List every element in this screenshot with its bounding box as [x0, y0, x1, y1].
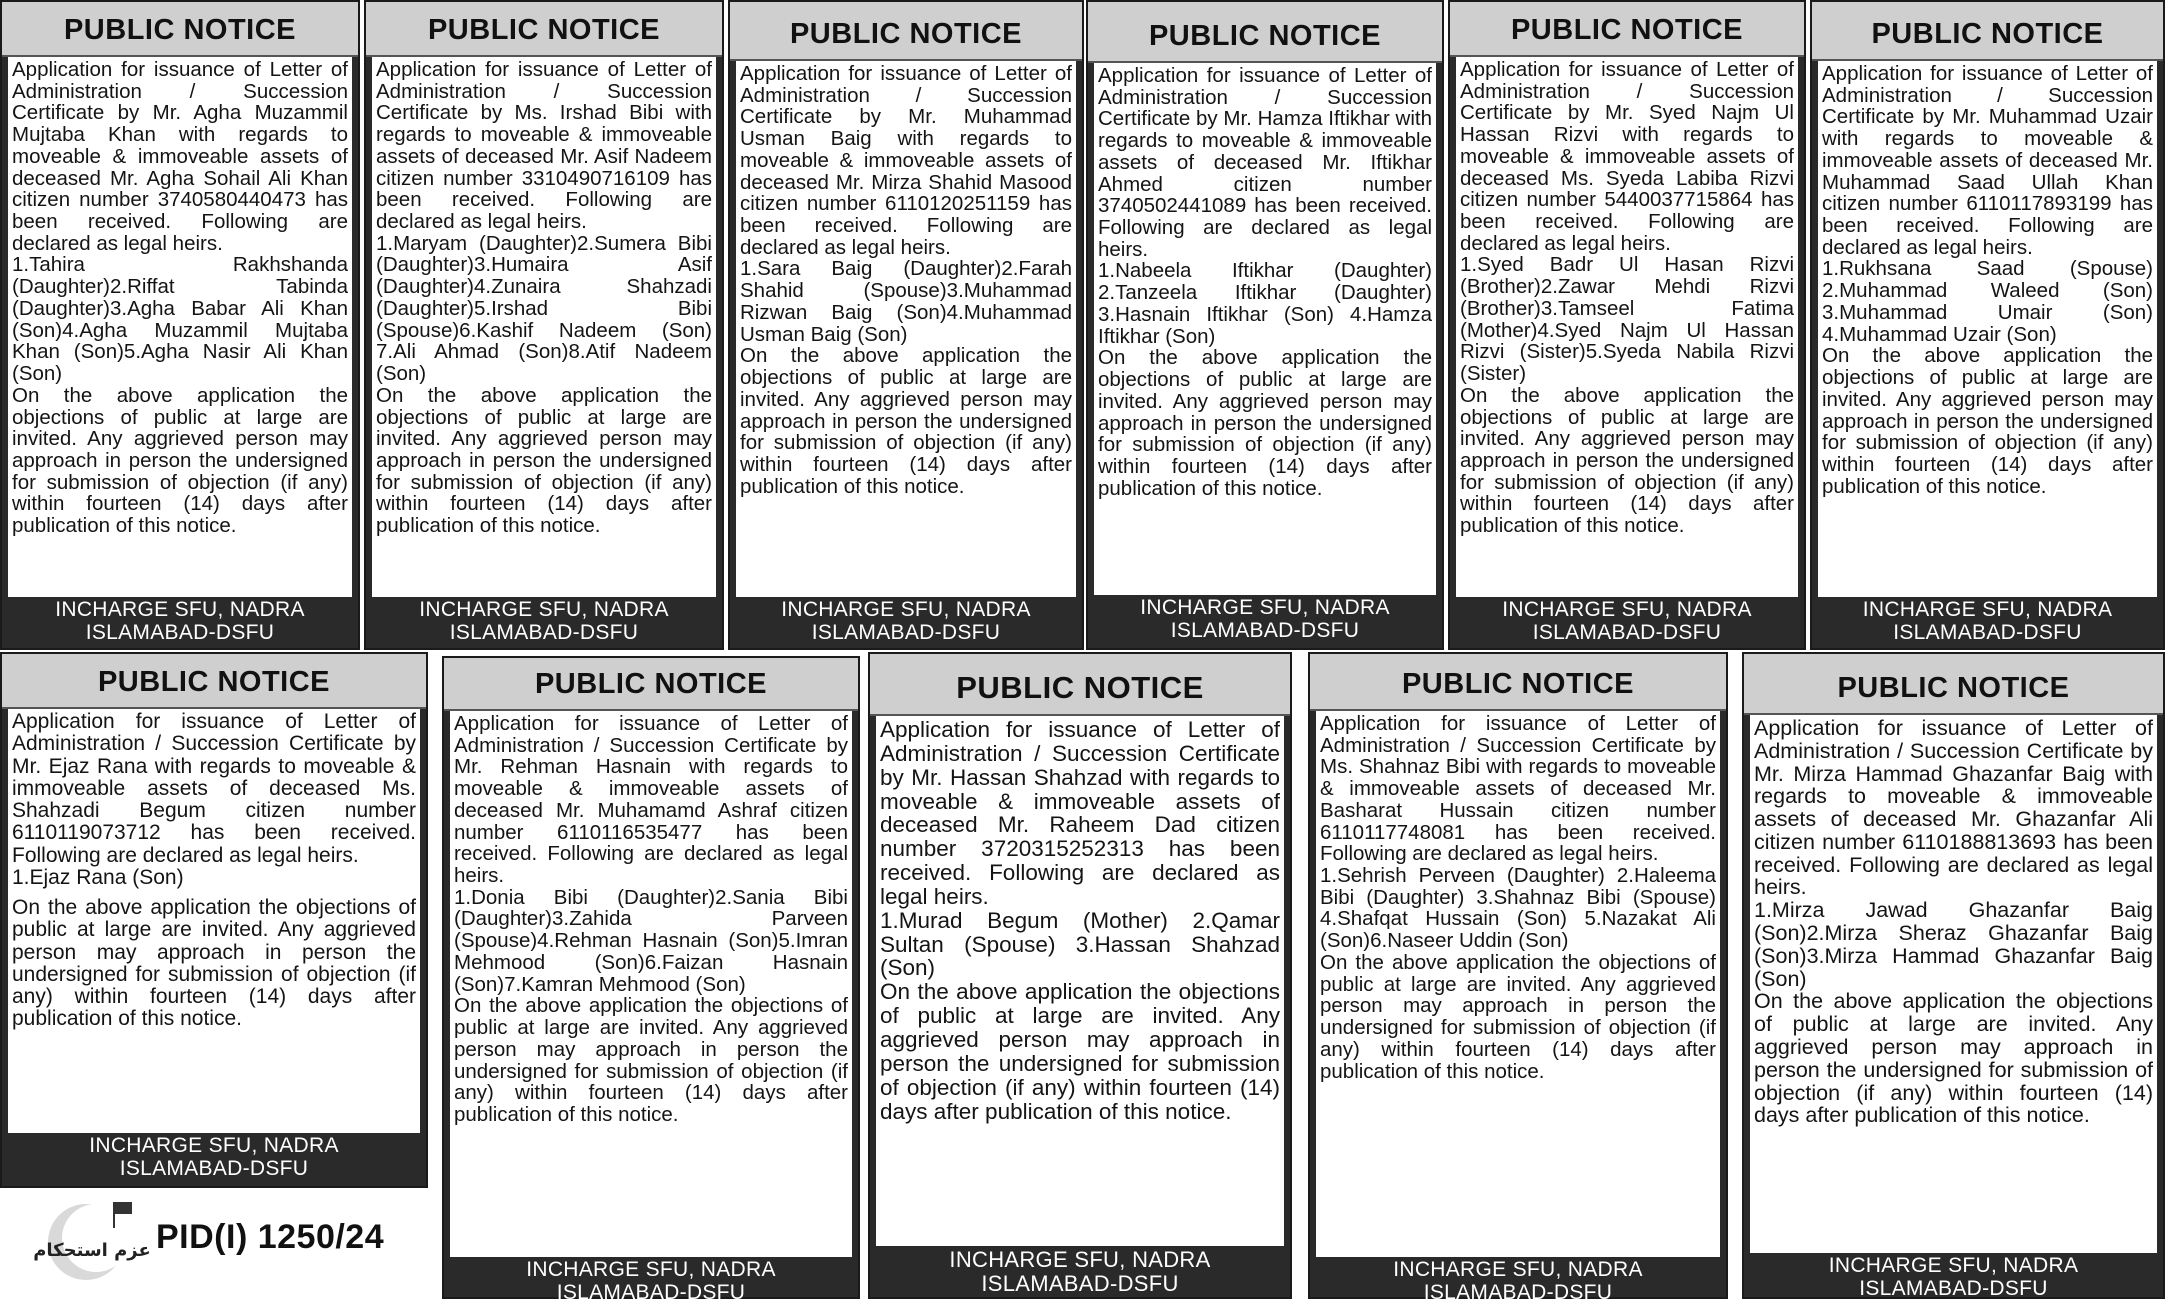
notice-heading: PUBLIC NOTICE [2, 2, 358, 57]
notice-closing: On the above application the objections of public at large are invited. Any aggrieved person may approach in person the undersigned for submission of objection (if any) within fourteen (14) days after publication of this notice. [12, 896, 416, 1031]
notice-footer-line-2: ISLAMABAD-DSFU [449, 620, 639, 644]
notice-body [1456, 57, 1798, 597]
notice-heirs: 1.Rukhsana Saad (Spouse) 2.Muhammad Waleed (Son) 3.Muhammad Umair (Son) 4.Muhammad Uzair (Son) [1822, 257, 2153, 346]
notice-footer-line-2: ISLAMABAD-DSFU [556, 1280, 746, 1304]
notice-body [8, 709, 420, 1133]
notice-footer [870, 1246, 1290, 1296]
public-notice-7 [0, 652, 428, 1188]
notice-body [1818, 61, 2157, 597]
notice-footer-line-1: INCHARGE SFU, NADRA [1502, 598, 1752, 621]
notice-footer-line-2: ISLAMABAD-DSFU [119, 1156, 309, 1180]
notice-heirs: 1.Donia Bibi (Daughter)2.Sania Bibi (Daughter)3.Zahida Parveen (Spouse)4.Rehman Hasnain (Son)5.Imran Mehmood (Son)6.Faizan Hasnain (Son)7.Kamran Mehmood (Son) [454, 885, 848, 996]
notice-closing: On the above application the objections of public at large are invited. Any aggrieved person may approach in person the undersigned for submission of objection (if any) within fourteen (14) days after publication of this notice. [1822, 344, 2153, 498]
notice-heirs: 1.Nabeela Iftikhar (Daughter) 2.Tanzeela Iftikhar (Daughter) 3.Hasnain Iftikhar (Son) 4.Hamza Iftikhar (Son) [1098, 259, 1432, 348]
notice-footer [1310, 1257, 1726, 1304]
pid-number: PID(I) 1250/24 [156, 1218, 385, 1256]
notice-footer-line-1: INCHARGE SFU, NADRA [419, 598, 669, 621]
notice-footer-line-2: ISLAMABAD-DSFU [1423, 1280, 1613, 1304]
notice-footer-line-2: ISLAMABAD-DSFU [1532, 620, 1722, 644]
notice-closing: On the above application the objections of public at large are invited. Any aggrieved person may approach in person the undersigned for submission of objection (if any) within fourteen (14) days after publication of this notice. [376, 383, 712, 538]
notice-body [736, 61, 1076, 597]
notice-footer-line-1: INCHARGE SFU, NADRA [949, 1247, 1211, 1272]
notice-heading: PUBLIC NOTICE [366, 2, 722, 57]
notice-footer-line-1: INCHARGE SFU, NADRA [1828, 1254, 2079, 1277]
notice-text: Application for issuance of Letter of Administration / Succession Certificate by Mr. Muhammad Uzair with regards to moveable & immoveable assets of deceased Mr. Muhammad Saad Ullah Khan citizen number 6110117893199 has been received. Following are declared as legal heirs. [1822, 62, 2153, 259]
public-notice-5 [1448, 0, 1806, 650]
notice-text: Application for issuance of Letter of Administration / Succession Certificate by Mr. Mirza Hammad Ghazanfar Baig with regards to moveable & immoveable assets of deceased Mr. Ghazanfar Ali citizen number 6110188813693 has been received. Following are declared as legal heirs. [1754, 716, 2153, 900]
notice-heirs: 1.Ejaz Rana (Son) [12, 865, 184, 889]
notice-text: Application for issuance of Letter of Administration / Succession Certificate by Mr. Hassan Shahzad with regards to moveable & immoveable assets of deceased Mr. Raheem Dad citizen number 3720315252313 has been received. Following are declared as legal heirs. [880, 717, 1280, 909]
notice-footer [2, 1133, 426, 1180]
notice-footer-line-2: ISLAMABAD-DSFU [1859, 1276, 2048, 1300]
notice-heading: PUBLIC NOTICE [870, 654, 1290, 716]
public-notice-2 [364, 0, 724, 650]
notice-closing: On the above application the objections of public at large are invited. Any aggrieved person may approach in person the undersigned for submission of objection (if any) within fourteen (14) days after publication of this notice. [1098, 346, 1432, 500]
notice-footer-line-1: INCHARGE SFU, NADRA [526, 1258, 776, 1281]
notice-footer-line-1: INCHARGE SFU, NADRA [89, 1134, 339, 1157]
notice-body [8, 57, 352, 597]
public-notice-1 [0, 0, 360, 650]
notice-heirs: 1.Murad Begum (Mother) 2.Qamar Sultan (Spouse) 3.Hassan Shahzad (Son) [880, 907, 1280, 981]
notice-heirs: 1.Tahira Rakhshanda (Daughter)2.Riffat Tabinda (Daughter)3.Agha Babar Ali Khan (Son)4.Agha Muzammil Mujtaba Khan (Son)5.Agha Nasir Ali Khan (Son) [12, 253, 348, 386]
notice-footer [366, 597, 722, 644]
notice-body [876, 716, 1284, 1246]
notice-heirs: 1.Sehrish Perveen (Daughter) 2.Haleema Bibi (Daughter) 3.Shahnaz Bibi (Spouse) 4.Shafqat Hussain (Son) 5.Nazakat Ali (Son)6.Naseer Uddin (Son) [1320, 864, 1716, 953]
notice-heading: PUBLIC NOTICE [1744, 654, 2163, 715]
notice-body [450, 711, 852, 1257]
notice-text: Application for issuance of Letter of Administration / Succession Certificate by Mr. Rehman Hasnain with regards to moveable & immoveable assets of deceased Mr. Muhamamd Ashraf citizen number 6110116535477 has been received. Following are declared as legal heirs. [454, 712, 848, 888]
notice-footer-line-2: ISLAMABAD-DSFU [1893, 620, 2082, 644]
notice-footer-line-2: ISLAMABAD-DSFU [1170, 618, 1360, 642]
notice-footer [444, 1257, 858, 1304]
public-notice-10 [1308, 652, 1728, 1304]
notice-footer-line-1: INCHARGE SFU, NADRA [1393, 1258, 1643, 1281]
publisher-mark [33, 1190, 416, 1290]
notice-text: Application for issuance of Letter of Administration / Succession Certificate by Mr. Ejaz Rana with regards to moveable & immoveable assets of deceased Ms. Shahzadi Begum citizen number 6110119073712 has been received. Following are declared as legal heirs. [12, 710, 416, 867]
notice-body [1316, 711, 1720, 1257]
public-notice-3 [728, 0, 1084, 650]
notice-body [1094, 63, 1436, 595]
notice-footer-line-2: ISLAMABAD-DSFU [981, 1270, 1179, 1296]
notice-heirs: 1.Syed Badr Ul Hasan Rizvi (Brother)2.Zawar Mehdi Rizvi (Brother)3.Tamseel Fatima (Mother)4.Syed Najm Ul Hassan Rizvi (Sister)5.Syeda Nabila Rizvi (Sister) [1460, 253, 1794, 386]
notice-closing: On the above application the objections of public at large are invited. Any aggrieved person may approach in person the undersigned for submission of objection (if any) within fourteen (14) days after publication of this notice. [454, 994, 848, 1126]
notice-footer [2, 597, 358, 644]
notice-closing: On the above application the objections of public at large are invited. Any aggrieved person may approach in person the undersigned for submission of objection (if any) within fourteen (14) days after publication of this notice. [1754, 989, 2153, 1128]
notice-heading: PUBLIC NOTICE [1310, 654, 1726, 711]
notice-body [372, 57, 716, 597]
notice-closing: On the above application the objections of public at large are invited. Any aggrieved person may approach in person the undersigned for submission of objection (if any) within fourteen (14) days after publication of this notice. [740, 344, 1072, 498]
public-notice-4 [1086, 0, 1444, 650]
notice-footer-line-1: INCHARGE SFU, NADRA [1140, 596, 1390, 619]
notice-heading: PUBLIC NOTICE [1088, 2, 1442, 63]
notice-text: Application for issuance of Letter of Administration / Succession Certificate by Mr. Agha Muzammil Mujtaba Khan with regards to moveable & immoveable assets of deceased Mr. Agha Sohail Ali Khan citizen number 3740580440473 has been received. Following are declared as legal heirs. [12, 58, 348, 255]
notice-text: Application for issuance of Letter of Administration / Succession Certificate by Mr. Hamza Iftikhar with regards to moveable & immoveable assets of deceased Mr. Iftikhar Ahmed citizen number 3740502441089 has been received. Following are declared as legal heirs. [1098, 64, 1432, 261]
notice-footer-line-2: ISLAMABAD-DSFU [85, 620, 275, 644]
notice-text: Application for issuance of Letter of Administration / Succession Certificate by Mr. Muhammad Usman Baig with regards to moveable & immoveable assets of deceased Mr. Mirza Shahid Masood citizen number 6110120251159 has been received. Following are declared as legal heirs. [740, 62, 1072, 259]
notice-footer-line-1: INCHARGE SFU, NADRA [55, 598, 305, 621]
notice-closing: On the above application the objections of public at large are invited. Any aggrieved person may approach in person the undersigned for submission of objection (if any) within fourteen (14) days after publication of this notice. [880, 979, 1280, 1124]
notice-text: Application for issuance of Letter of Administration / Succession Certificate by Mr. Syed Najm Ul Hassan Rizvi with regards to moveable & immoveable assets of deceased Ms. Syeda Labiba Rizvi citizen number 5440037715864 has been received. Following are declared as legal heirs. [1460, 58, 1794, 255]
notice-closing: On the above application the objections of public at large are invited. Any aggrieved person may approach in person the undersigned for submission of objection (if any) within fourteen (14) days after publication of this notice. [1460, 383, 1794, 538]
notice-heirs: 1.Mirza Jawad Ghazanfar Baig (Son)2.Mirza Sheraz Ghazanfar Baig (Son)3.Mirza Hammad Ghazanfar Baig (Son) [1754, 898, 2153, 991]
notice-closing: On the above application the objections of public at large are invited. Any aggrieved person may approach in person the undersigned for submission of objection (if any) within fourteen (14) days after publication of this notice. [12, 383, 348, 538]
pakistan-flag-crescent-logo-icon [33, 1198, 151, 1282]
notice-heirs: 1.Sara Baig (Daughter)2.Farah Shahid (Spouse)3.Muhammad Rizwan Baig (Son)4.Muhammad Usman Baig (Son) [740, 257, 1072, 346]
logo-text: عزم استحکام [33, 1240, 151, 1261]
notice-footer-line-1: INCHARGE SFU, NADRA [781, 598, 1031, 621]
notice-heading: PUBLIC NOTICE [2, 654, 426, 709]
notice-footer [730, 597, 1082, 644]
notice-footer-line-2: ISLAMABAD-DSFU [811, 620, 1001, 644]
public-notice-8 [442, 656, 860, 1304]
notice-footer [1088, 595, 1442, 642]
notice-text: Application for issuance of Letter of Administration / Succession Certificate by Ms. Irshad Bibi with regards to moveable & immoveable assets of deceased Mr. Asif Nadeem citizen number 3310490716109 has been received. Following are declared as legal heirs. [376, 58, 712, 234]
notice-closing: On the above application the objections of public at large are invited. Any aggrieved person may approach in person the undersigned for submission of objection (if any) within fourteen (14) days after publication of this notice. [1320, 950, 1716, 1083]
notice-footer [1744, 1253, 2163, 1300]
notice-heading: PUBLIC NOTICE [730, 2, 1082, 61]
public-notice-9 [868, 652, 1292, 1299]
notice-heading: PUBLIC NOTICE [1812, 2, 2163, 61]
notice-footer [1450, 597, 1804, 644]
public-notice-6 [1810, 0, 2165, 650]
notice-heading: PUBLIC NOTICE [444, 658, 858, 711]
notice-heirs: 1.Maryam (Daughter)2.Sumera Bibi (Daughter)3.Humaira Asif (Daughter)4.Zunaira Shahzadi (Daughter)5.Irshad Bibi (Spouse)6.Kashif Nadeem (Son) 7.Ali Ahmad (Son)8.Atif Nadeem (Son) [376, 231, 712, 386]
notice-footer [1812, 597, 2163, 644]
public-notice-11 [1742, 652, 2165, 1299]
notice-text: Application for issuance of Letter of Administration / Succession Certificate by Ms. Shahnaz Bibi with regards to moveable & immoveable assets of deceased Mr. Basharat Hussain citizen number 6110117748081 has been received. Following are declared as legal heirs. [1320, 712, 1716, 866]
notice-heading: PUBLIC NOTICE [1450, 2, 1804, 57]
notice-body [1750, 715, 2157, 1253]
notice-footer-line-1: INCHARGE SFU, NADRA [1862, 598, 2113, 621]
